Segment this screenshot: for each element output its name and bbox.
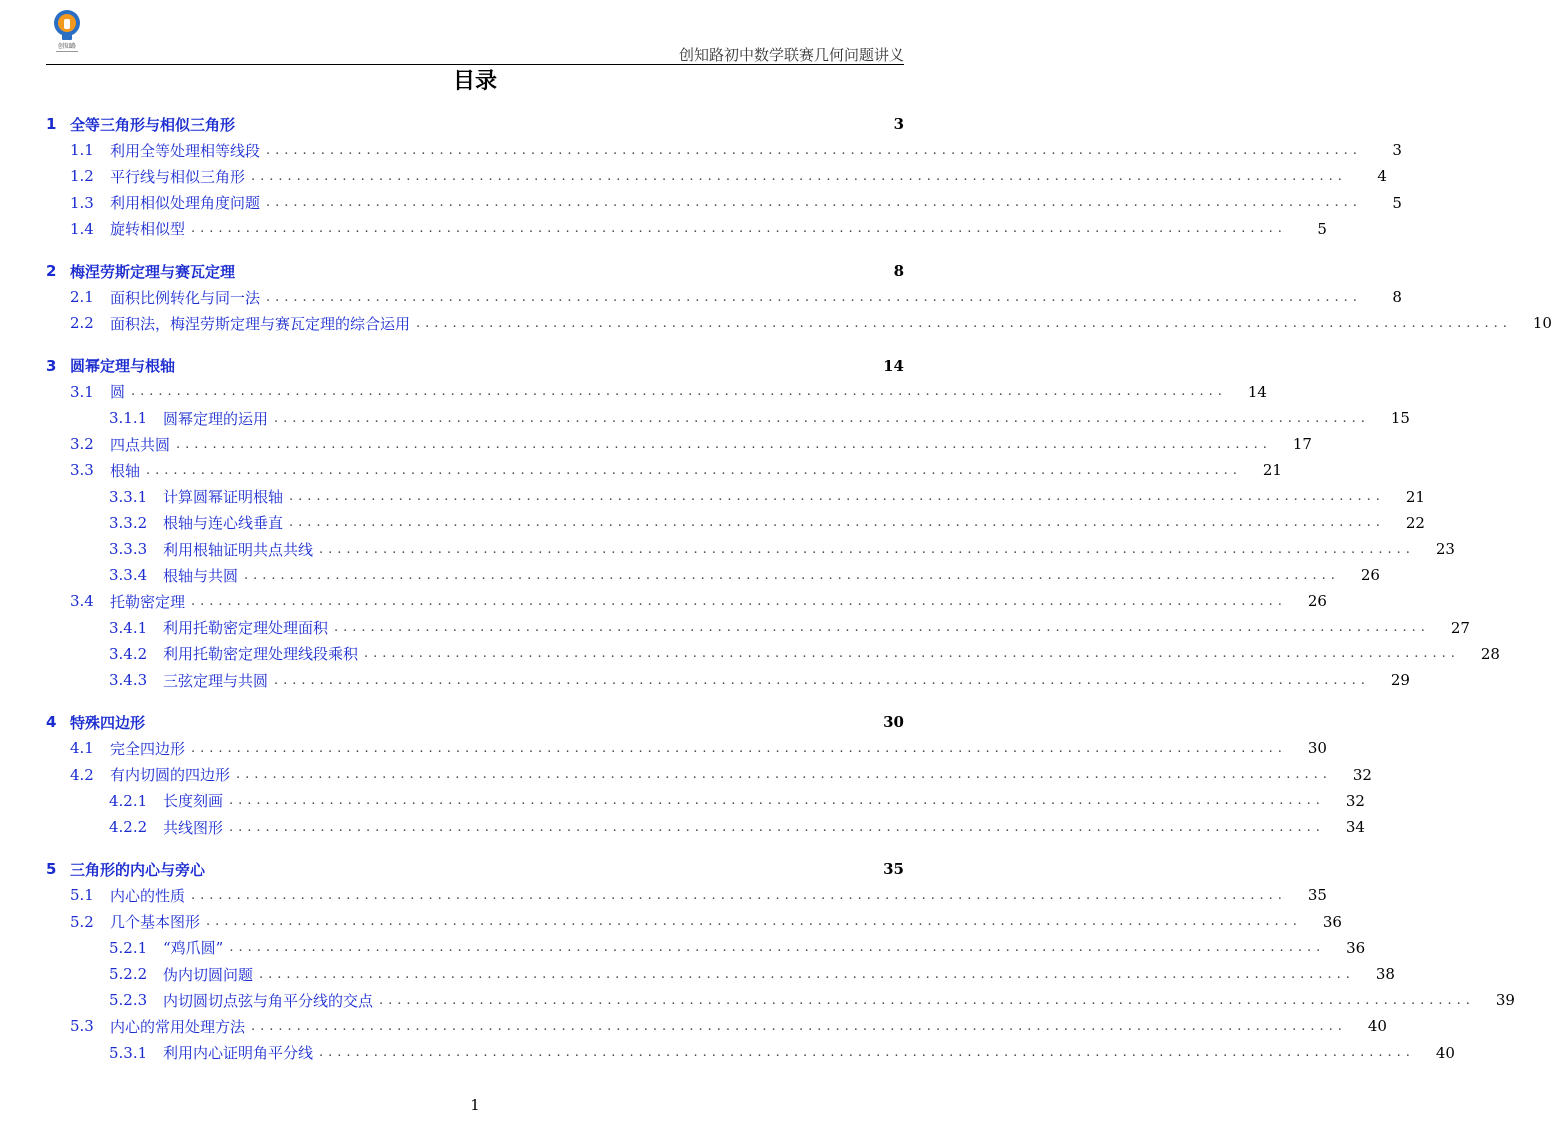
toc-entry-number: 1 — [46, 115, 57, 133]
toc-entry-4-2-2[interactable] — [46, 816, 1365, 838]
toc-entry-1-2[interactable] — [46, 165, 1387, 187]
toc-entry-page: 40 — [1367, 1017, 1387, 1036]
toc-entry-page: 10 — [1532, 314, 1552, 333]
toc-entry-page: 27 — [1450, 618, 1470, 637]
toc-entry-title[interactable]: 托勒密定理 — [110, 592, 186, 611]
toc-entry-5-3-1[interactable] — [46, 1042, 1455, 1064]
toc-entry-number: 3.1 — [70, 382, 94, 401]
toc-entry-number: 5.2.3 — [109, 991, 148, 1010]
toc-entry-page: 23 — [1435, 540, 1455, 558]
toc-entry-title[interactable]: 四点共圆 — [110, 435, 171, 454]
toc-entry-page: 14 — [883, 356, 904, 375]
toc-entry-page: 5 — [1392, 193, 1402, 212]
toc-entry-page: 3 — [1392, 141, 1402, 160]
logo-text: 创知路 — [57, 43, 77, 50]
dot-leader: ........................................................................................................................ — [229, 793, 1325, 809]
toc-entry-title[interactable]: 圆幂定理与根轴 — [70, 357, 176, 376]
toc-entry-number: 4 — [46, 713, 57, 732]
toc-entry-page: 30 — [1307, 739, 1327, 758]
toc-entry-5-2-2[interactable] — [46, 963, 1395, 985]
toc-entry-number: 4.2 — [70, 765, 94, 784]
dot-leader: ........................................................................................................................ — [274, 672, 1370, 688]
toc-entry-title[interactable]: 内切圆切点弦与角平分线的交点 — [163, 991, 374, 1010]
dot-leader: ........................................................................................................................ — [176, 436, 1272, 452]
toc-entry-number: 3.2 — [70, 435, 94, 454]
toc-entry-3-4[interactable] — [46, 590, 1327, 612]
toc-entry-3[interactable] — [46, 355, 904, 377]
toc-entry-4-2-1[interactable] — [46, 790, 1365, 812]
toc-entry-title[interactable]: 三角形的内心与旁心 — [70, 860, 206, 879]
toc-entry-2-2[interactable] — [46, 312, 1552, 334]
toc-entry-number: 3.3.4 — [109, 566, 148, 585]
toc-entry-number: 5 — [46, 860, 57, 879]
toc-entry-page: 22 — [1405, 513, 1425, 532]
toc-entry-page: 26 — [1360, 566, 1380, 585]
toc-entry-title[interactable]: 利用相似处理角度问题 — [110, 194, 261, 213]
toc-entry-2[interactable] — [46, 260, 904, 282]
toc-entry-5-3[interactable] — [46, 1015, 1387, 1037]
toc-entry-title[interactable]: 伪内切圆问题 — [163, 965, 254, 984]
toc-entry-number: 5.2 — [70, 912, 94, 931]
toc-entry-number: 4.1 — [70, 739, 94, 758]
toc-entry-number: 3.3.3 — [109, 540, 148, 558]
toc-entry-number: 3 — [46, 356, 57, 375]
dot-leader: ........................................................................................................................ — [319, 1045, 1415, 1061]
toc-entry-number: 3.3.2 — [109, 513, 148, 532]
toc-entry-number: 3.4 — [70, 592, 94, 611]
dot-leader: ........................................................................................................................ — [379, 992, 1475, 1008]
dot-leader: ........................................................................................................................ — [416, 315, 1512, 331]
toc-entry-title[interactable]: 长度刻画 — [163, 792, 224, 811]
toc-entry-title[interactable]: 几个基本图形 — [110, 913, 201, 932]
toc-entry-page: 29 — [1390, 671, 1410, 689]
toc-entry-3-3[interactable] — [46, 459, 1282, 481]
toc-entry-title[interactable]: “鸡爪圆” — [163, 939, 224, 958]
toc-entry-number: 2 — [46, 262, 57, 280]
toc-entry-title[interactable]: 面积法，梅涅劳斯定理与赛瓦定理的综合运用 — [110, 314, 411, 333]
toc-entry-page: 26 — [1307, 592, 1327, 611]
toc-entry-number: 3.4.1 — [109, 618, 148, 637]
toc-entry-title[interactable]: 利用内心证明角平分线 — [163, 1044, 314, 1063]
toc-entry-page: 40 — [1435, 1043, 1455, 1062]
toc-entry-page: 8 — [1392, 288, 1402, 307]
toc-entry-title[interactable]: 共线图形 — [163, 818, 224, 837]
toc-entry-number: 1.3 — [70, 193, 94, 212]
toc-entry-number: 1.4 — [70, 219, 94, 238]
dot-leader: ........................................................................................................................ — [319, 541, 1415, 557]
toc-entry-title[interactable]: 特殊四边形 — [70, 713, 146, 732]
toc-entry-page: 5 — [1317, 219, 1327, 238]
toc-entry-4-1[interactable] — [46, 737, 1327, 759]
toc-entry-1-1[interactable] — [46, 139, 1402, 161]
dot-leader: ........................................................................................................................ — [334, 620, 1430, 636]
toc-entry-page: 8 — [893, 262, 904, 280]
table-of-contents — [46, 0, 1552, 1131]
toc-entry-3-1[interactable] — [46, 381, 1267, 403]
toc-entry-number: 5.2.1 — [109, 938, 148, 957]
toc-entry-title[interactable]: 完全四边形 — [110, 739, 186, 758]
toc-entry-title[interactable]: 三弦定理与共圆 — [163, 671, 269, 690]
toc-entry-page: 21 — [1405, 487, 1425, 506]
toc-entry-3-4-3[interactable] — [46, 669, 1410, 691]
dot-leader: ........................................................................................................................ — [289, 489, 1385, 505]
toc-entry-number: 2.1 — [70, 288, 94, 307]
dot-leader: ........................................................................................................................ — [191, 887, 1287, 903]
dot-leader: ........................................................................................................................ — [244, 567, 1340, 583]
toc-title: 目录 — [452, 69, 497, 94]
toc-entry-3-4-2[interactable] — [46, 643, 1500, 665]
dot-leader: ........................................................................................................................ — [131, 384, 1227, 400]
toc-entry-number: 2.2 — [70, 314, 94, 333]
toc-entry-number: 5.1 — [70, 886, 94, 905]
toc-entry-number: 3.4.2 — [109, 644, 148, 663]
toc-entry-1-4[interactable] — [46, 218, 1327, 240]
toc-entry-title[interactable]: 旋转相似型 — [110, 220, 186, 239]
toc-entry-page: 34 — [1345, 818, 1365, 836]
toc-entry-page: 35 — [883, 860, 904, 879]
toc-entry-3-3-2[interactable] — [46, 512, 1425, 534]
toc-entry-page: 3 — [893, 115, 904, 133]
toc-entry-page: 39 — [1495, 991, 1515, 1010]
toc-entry-title[interactable]: 面积比例转化与同一法 — [110, 288, 261, 307]
toc-entry-3-1-1[interactable] — [46, 407, 1410, 429]
toc-entry-3-3-3[interactable] — [46, 538, 1455, 560]
toc-entry-number: 3.3.1 — [109, 487, 148, 506]
toc-entry-page: 35 — [1307, 886, 1327, 905]
dot-leader: ........................................................................................................................ — [364, 646, 1460, 662]
dot-leader: ........................................................................................................................ — [266, 289, 1362, 305]
toc-entry-page: 28 — [1480, 644, 1500, 663]
dot-leader: ........................................................................................................................ — [146, 462, 1242, 478]
toc-entry-title[interactable]: 根轴与连心线垂直 — [163, 514, 284, 533]
dot-leader: ........................................................................................................................ — [191, 593, 1287, 609]
toc-entry-title[interactable]: 内心的常用处理方法 — [110, 1017, 246, 1036]
toc-entry-5-1[interactable] — [46, 884, 1327, 906]
toc-entry-title[interactable]: 利用托勒密定理处理线段乘积 — [163, 645, 359, 664]
toc-entry-3-3-4[interactable] — [46, 564, 1380, 586]
dot-leader: ........................................................................................................................ — [259, 966, 1355, 982]
dot-leader: ........................................................................................................................ — [289, 515, 1385, 531]
dot-leader: ........................................................................................................................ — [251, 1018, 1347, 1034]
toc-entry-title[interactable]: 利用全等处理相等线段 — [110, 141, 261, 160]
toc-entry-5[interactable] — [46, 858, 904, 880]
toc-entry-title[interactable]: 计算圆幂证明根轴 — [163, 488, 284, 507]
toc-entry-page: 32 — [1352, 765, 1372, 784]
dot-leader: ........................................................................................................................ — [251, 168, 1347, 184]
toc-entry-title[interactable]: 有内切圆的四边形 — [110, 766, 231, 785]
toc-entry-5-2-1[interactable] — [46, 937, 1366, 959]
dot-leader: ........................................................................................................................ — [229, 819, 1325, 835]
toc-entry-2-1[interactable] — [46, 286, 1402, 308]
toc-entry-number: 1.2 — [70, 167, 94, 186]
toc-entry-number: 5.3 — [70, 1017, 94, 1036]
toc-entry-page: 32 — [1345, 791, 1365, 810]
toc-entry-number: 4.2.2 — [109, 818, 148, 836]
toc-entry-number: 3.3 — [70, 461, 94, 480]
toc-entry-5-2[interactable] — [46, 911, 1342, 933]
toc-entry-title[interactable]: 利用根轴证明共点共线 — [163, 540, 314, 559]
dot-leader: ........................................................................................................................ — [191, 221, 1287, 237]
toc-entry-3-2[interactable] — [46, 433, 1312, 455]
toc-entry-3-3-1[interactable] — [46, 486, 1425, 508]
toc-entry-page: 36 — [1322, 912, 1342, 931]
page-number: 1 — [470, 1096, 480, 1114]
dot-leader: ........................................................................................................................ — [191, 740, 1287, 756]
toc-entry-page: 14 — [1247, 382, 1267, 401]
toc-entry-title[interactable]: 圆 — [110, 383, 126, 402]
toc-entry-number: 5.3.1 — [109, 1043, 148, 1062]
toc-entry-title[interactable]: 根轴与共圆 — [163, 566, 239, 585]
header-title: 创知路初中数学联赛几何问题讲义 — [678, 46, 904, 64]
toc-entry-number: 1.1 — [70, 141, 94, 160]
toc-entry-number: 3.1.1 — [109, 409, 148, 427]
toc-entry-page: 21 — [1262, 461, 1282, 480]
toc-entry-number: 5.2.2 — [109, 965, 148, 983]
dot-leader: ........................................................................................................................ — [266, 142, 1362, 158]
toc-entry-title[interactable]: 平行线与相似三角形 — [110, 167, 246, 186]
dot-leader: ........................................................................................................................ — [274, 410, 1370, 426]
toc-entry-4-2[interactable] — [46, 764, 1372, 786]
toc-entry-3-4-1[interactable] — [46, 617, 1470, 639]
toc-entry-title[interactable]: 内心的性质 — [110, 886, 186, 905]
toc-entry-title[interactable]: 圆幂定理的运用 — [163, 409, 269, 428]
toc-entry-page: 30 — [883, 713, 904, 732]
toc-entry-4[interactable] — [46, 711, 904, 733]
toc-entry-5-2-3[interactable] — [46, 989, 1515, 1011]
toc-entry-number: 3.4.3 — [109, 671, 148, 689]
dot-leader: ........................................................................................................................ — [206, 914, 1302, 930]
toc-entry-page: 38 — [1375, 965, 1395, 983]
toc-entry-title[interactable]: 梅涅劳斯定理与赛瓦定理 — [70, 262, 236, 281]
dot-leader: ........................................................................................................................ — [229, 940, 1326, 956]
toc-entry-page: 15 — [1390, 409, 1410, 427]
toc-entry-1-3[interactable] — [46, 192, 1402, 214]
toc-entry-number: 4.2.1 — [109, 791, 148, 810]
toc-entry-page: 17 — [1292, 435, 1312, 454]
toc-entry-1[interactable] — [46, 113, 904, 135]
dot-leader: ........................................................................................................................ — [266, 195, 1362, 211]
toc-entry-title[interactable]: 全等三角形与相似三角形 — [70, 115, 236, 134]
toc-entry-page: 36 — [1346, 938, 1366, 957]
toc-entry-title[interactable]: 利用托勒密定理处理面积 — [163, 619, 329, 638]
toc-entry-page: 4 — [1377, 167, 1387, 186]
toc-entry-title[interactable]: 根轴 — [110, 461, 141, 480]
dot-leader: ........................................................................................................................ — [236, 767, 1332, 783]
